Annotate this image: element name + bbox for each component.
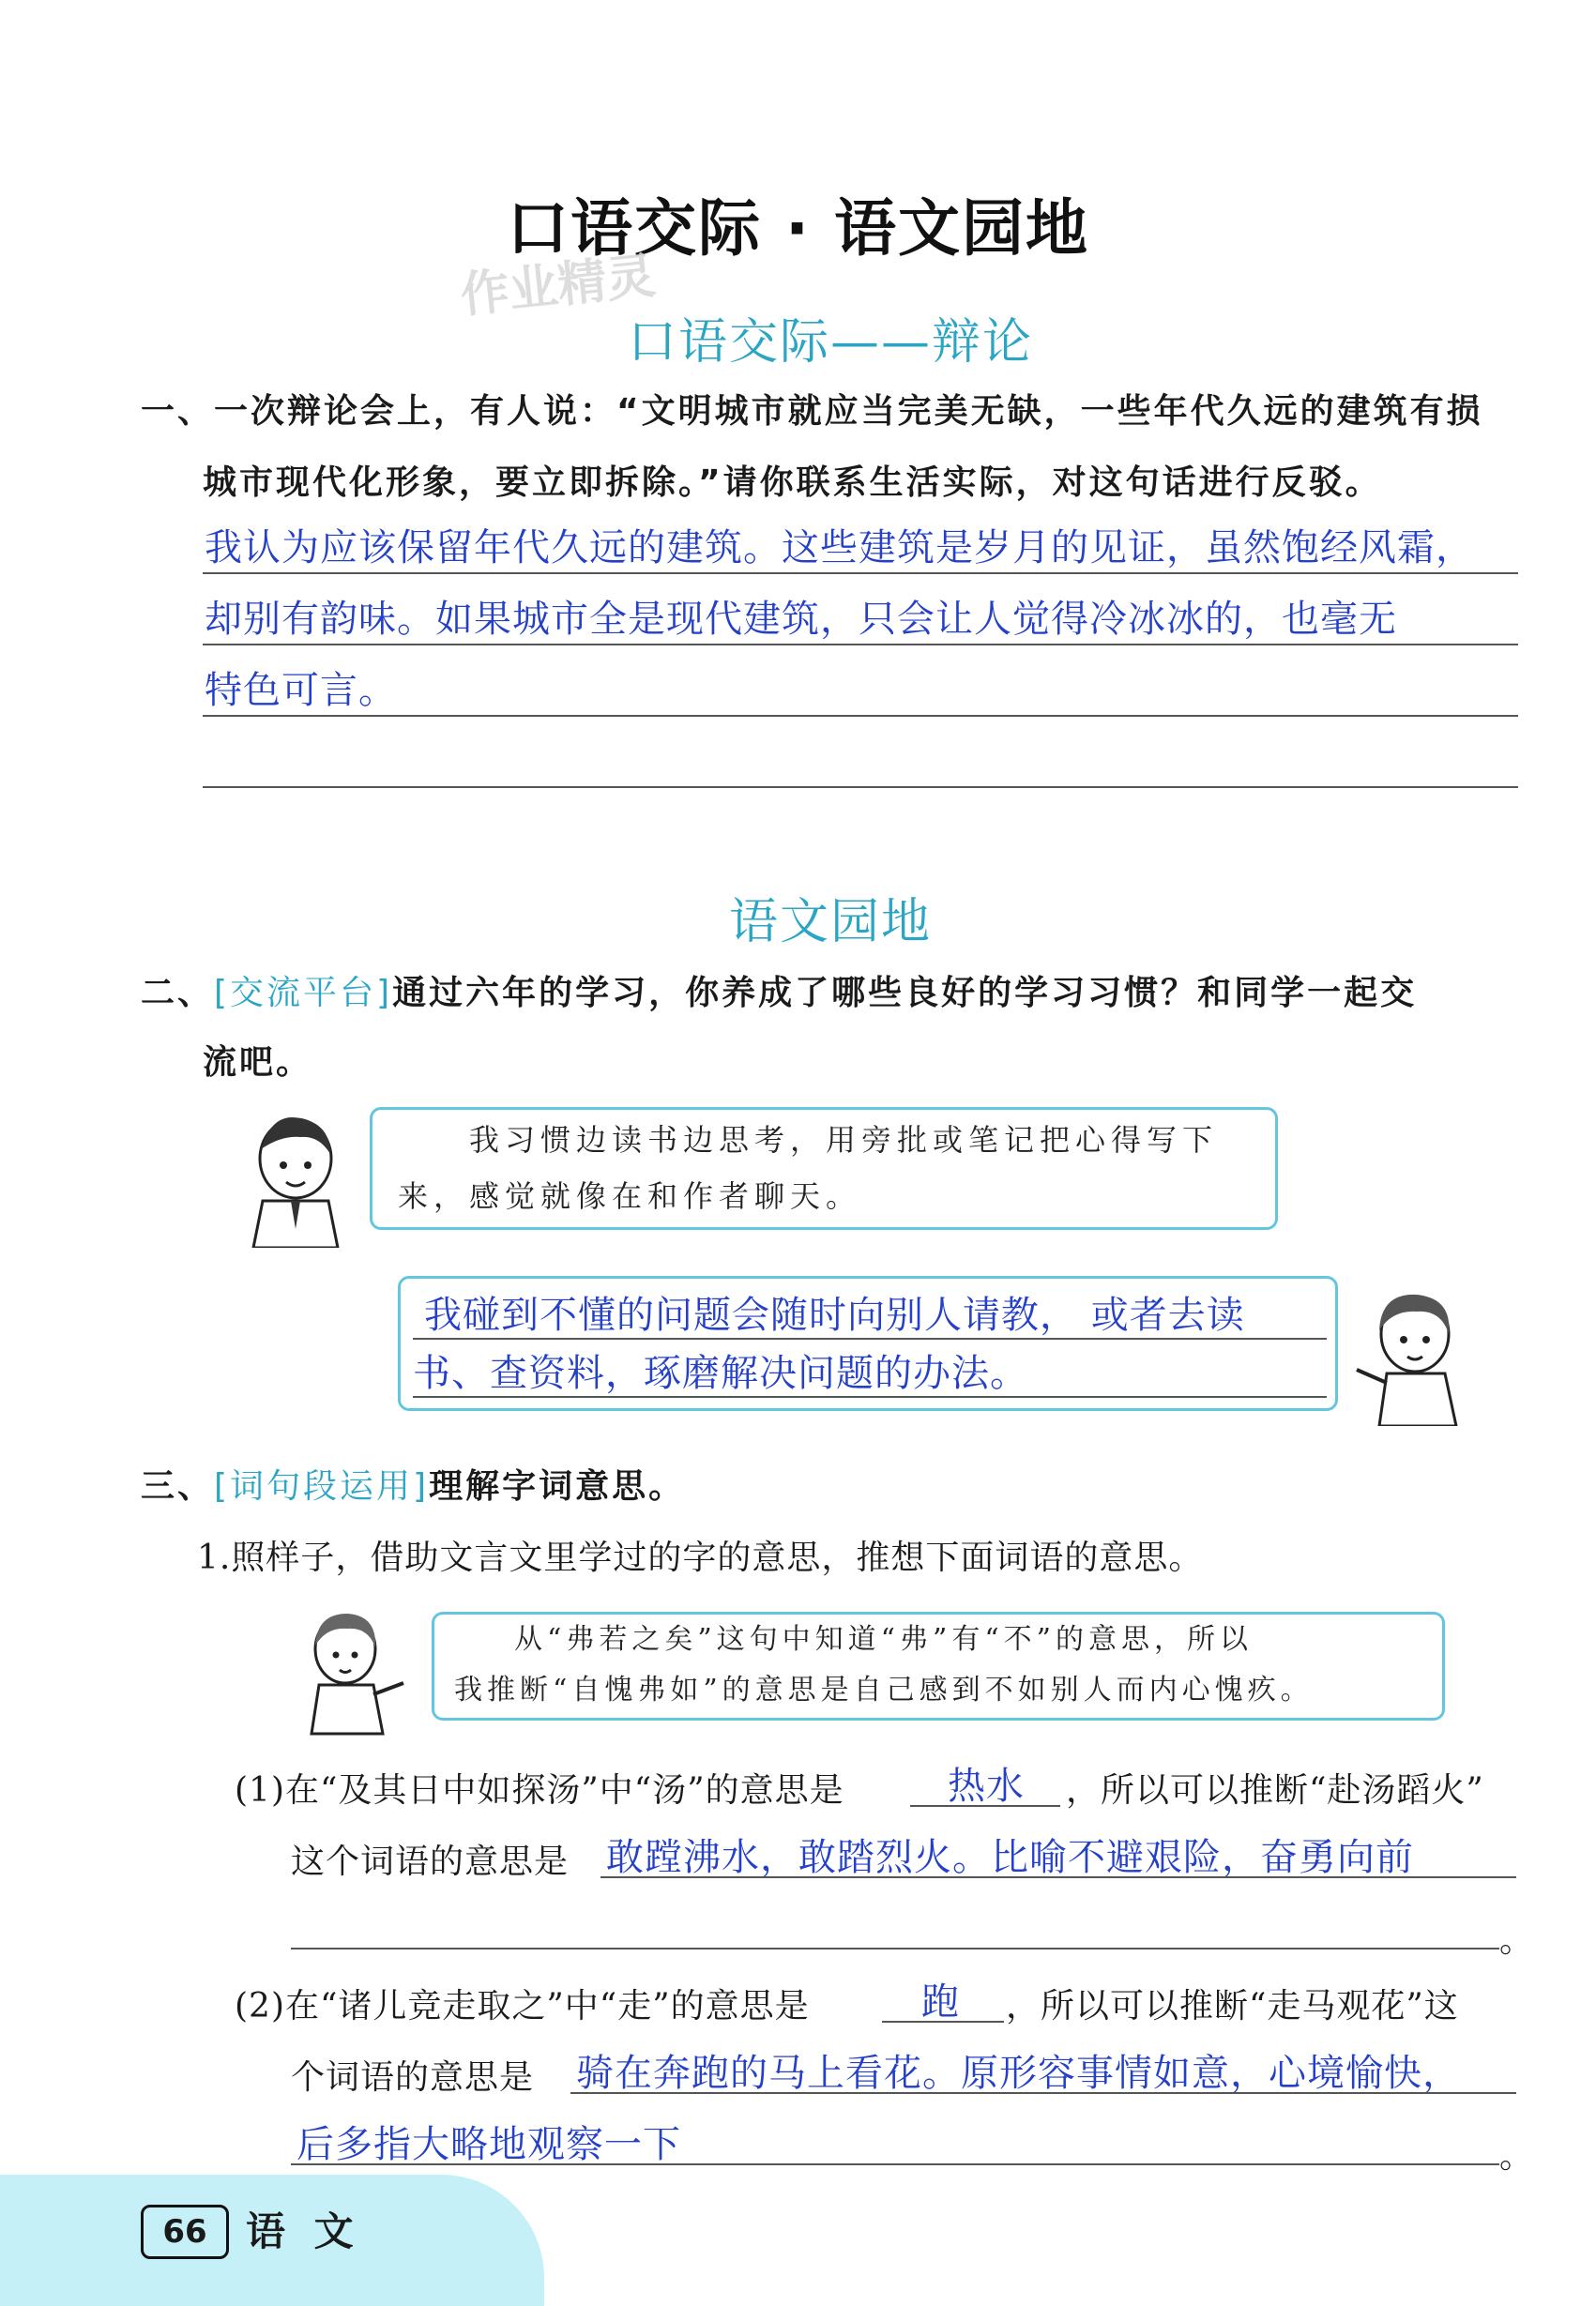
answer-line-2: 却别有韵味。如果城市全是现代建筑，只会让人觉得冷冰冰的，也毫无: [205, 598, 1397, 641]
sub-question-1: 1.照样子，借助文言文里学过的字的意思，推想下面词语的意思。: [197, 1539, 1204, 1577]
item-2-text-b: ，所以可以推断“走马观花”这: [1006, 1987, 1459, 2025]
girl-small-illustration: [298, 1604, 411, 1736]
question-2-number: 二、: [141, 974, 215, 1012]
item-2-text-a: (2)在“诸儿竞走取之”中“走”的意思是: [235, 1987, 810, 2025]
boy-illustration: [244, 1107, 347, 1248]
bubble-example-line-1: 从“弗若之矣”这句中知道“弗”有“不”的意思，所以: [514, 1623, 1254, 1656]
section-title-debate: 口语交际——辩论: [627, 314, 1033, 371]
answer-rule: [203, 572, 1518, 574]
question-3-text: 理解字词意思。: [429, 1467, 686, 1506]
answer-rule: [570, 2092, 1516, 2094]
question-2-line-1: [141, 966, 1417, 1014]
question-1-line-1: 一、一次辩论会上，有人说：“文明城市就应当完美无缺，一些年代久远的建筑有损: [141, 392, 1483, 431]
answer-rule: [413, 1338, 1327, 1340]
item-2-blank-answer: 跑: [921, 1980, 960, 2024]
item-2-answer-line-1: 骑在奔跑的马上看花。原形容事情如意，心境愉快，: [576, 2052, 1461, 2095]
question-2-line-2: 流吧。: [203, 1043, 313, 1082]
question-2-tag: [交流平台]: [214, 974, 393, 1012]
bubble-girl-line-2: 书、查资料，琢磨解决问题的办法。: [413, 1352, 1028, 1395]
girl-illustration: [1351, 1285, 1464, 1426]
item-1-answer: 敢蹚沸水，敢踏烈火。比喻不避艰险，奋勇向前: [606, 1836, 1414, 1879]
question-3-line-1: [141, 1460, 685, 1508]
answer-rule: [203, 644, 1518, 645]
item-1-period: 。: [1499, 1921, 1535, 1960]
item-2-period: 。: [1499, 2137, 1535, 2176]
item-1-blank-answer: 热水: [948, 1765, 1025, 1808]
answer-rule: [203, 715, 1518, 717]
item-1-text-b: ，所以可以推断“赴汤蹈火”: [1066, 1771, 1484, 1810]
page-number: 66: [141, 2205, 229, 2259]
subject-label: 语 文: [246, 2208, 361, 2254]
answer-rule: [203, 786, 1518, 788]
bubble-boy-line-2: 来，感觉就像在和作者聊天。: [398, 1178, 862, 1214]
bubble-example-line-2: 我推断“自愧弗如”的意思是自己感到不如别人而内心愧疚。: [454, 1674, 1314, 1707]
question-1-line-2: 城市现代化形象，要立即拆除。”请你联系生活实际，对这句话进行反驳。: [203, 463, 1382, 502]
item-2-text-c: 个词语的意思是: [291, 2058, 535, 2097]
question-3-number: 三、: [141, 1467, 215, 1506]
answer-rule: [413, 1396, 1327, 1398]
item-1-text-a: (1)在“及其日中如探汤”中“汤”的意思是: [235, 1771, 844, 1810]
question-3-tag: [词句段运用]: [214, 1467, 430, 1506]
item-1-text-c: 这个词语的意思是: [291, 1843, 570, 1881]
answer-line-3: 特色可言。: [205, 669, 397, 712]
answer-rule: [291, 1948, 1499, 1949]
answer-rule: [600, 1876, 1516, 1878]
watermark: 作业精灵: [458, 248, 659, 325]
question-2-text: 通过六年的学习，你养成了哪些良好的学习习惯？和同学一起交: [392, 974, 1418, 1012]
page-title: 口语交际 · 语文园地: [506, 192, 1090, 265]
bubble-boy-line-1: 我习惯边读书边思考，用旁批或笔记把心得写下: [469, 1122, 1219, 1158]
section-title-garden: 语文园地: [728, 894, 932, 950]
bubble-girl-line-1: 我碰到不懂的问题会随时向别人请教， 或者去读: [424, 1294, 1245, 1337]
answer-line-1: 我认为应该保留年代久远的建筑。这些建筑是岁月的见证，虽然饱经风霜，: [205, 526, 1474, 569]
item-2-answer-line-2: 后多指大略地观察一下: [296, 2123, 681, 2166]
answer-rule: [291, 2163, 1499, 2165]
